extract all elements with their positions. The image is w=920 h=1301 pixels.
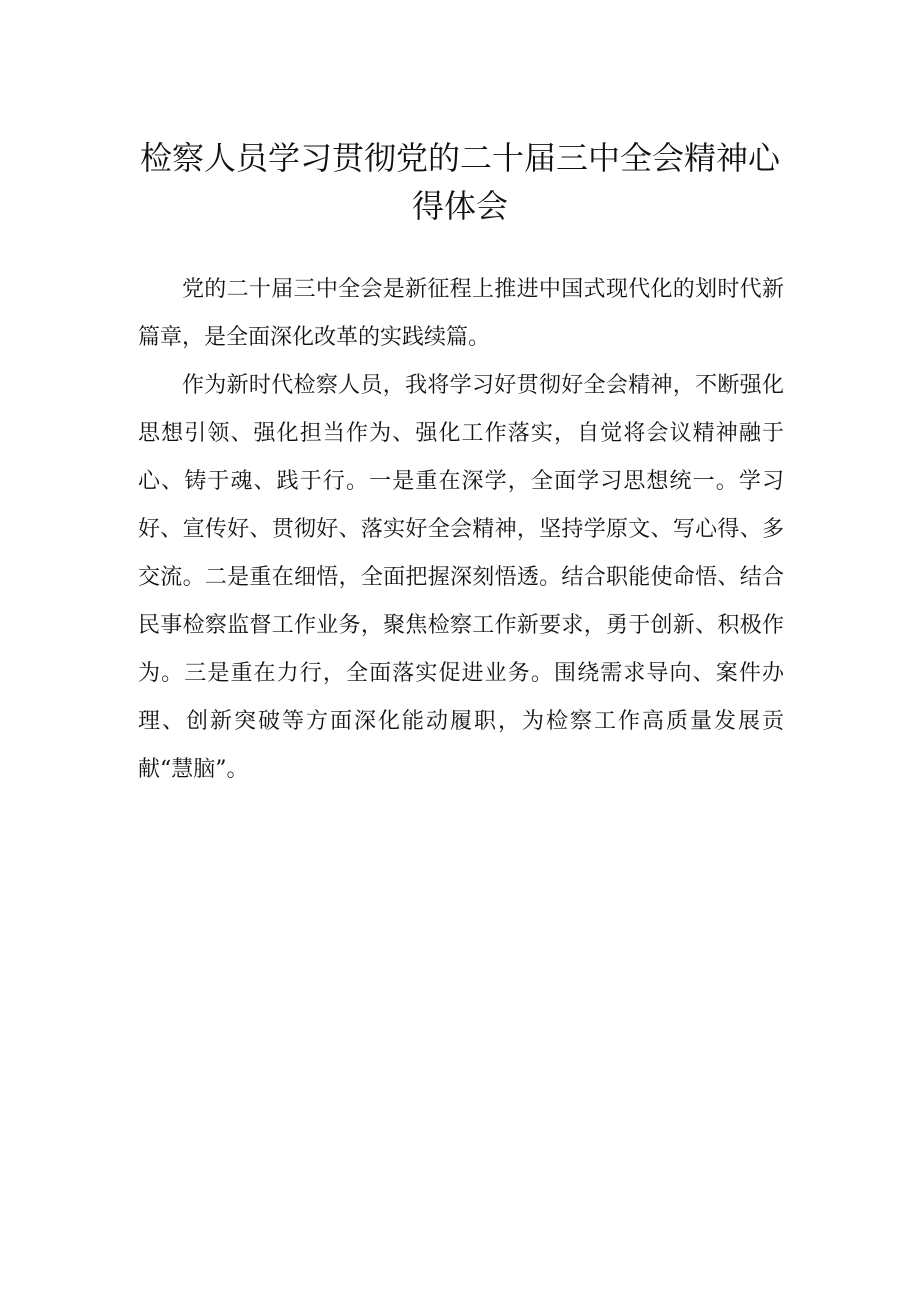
paragraph-intro: 党的二十届三中全会是新征程上推进中国式现代化的划时代新篇章，是全面深化改革的实践续篇。 <box>138 277 784 350</box>
document-title: 检察人员学习贯彻党的二十届三中全会精神心得体会 <box>140 139 781 225</box>
paragraph-main: 作为新时代检察人员，我将学习好贯彻好全会精神，不断强化思想引领、强化担当作为、强化工作落实，自觉将会议精神融于心、铸于魂、践于行。一是重在深学，全面学习思想统一。学习好、宣传好、贯彻好、落实好全会精神，坚持学原文、写心得、多交流。二是重在细悟，全面把握深刻悟透。结合职能使命悟、结合民事检察监督工作业务，聚焦检察工作新要求，勇于创新、积极作为。三是重在力行，全面落实促进业务。围绕需求导向、案件办理、创新突破等方面深化能动履职，为检察工作高质量发展贡献“慧脑”。 <box>138 373 784 782</box>
document-body <box>138 266 784 794</box>
